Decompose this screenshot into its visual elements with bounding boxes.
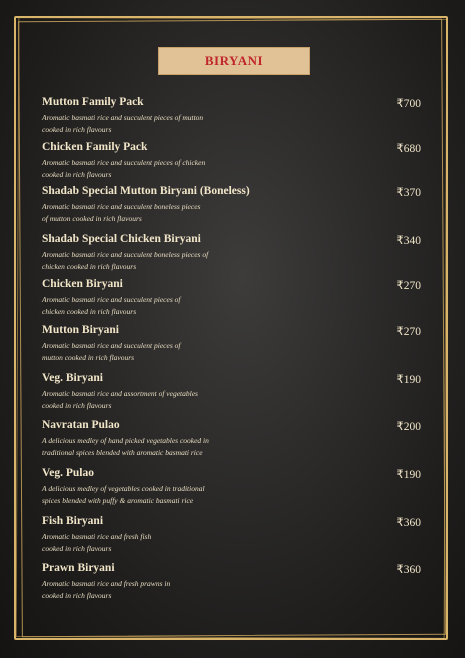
item-price: ₹270 bbox=[396, 326, 421, 338]
item-name: Prawn Biryani bbox=[42, 562, 115, 574]
item-description bbox=[42, 157, 282, 181]
item-desc-line: Aromatic basmati rice and succulent boneless pieces bbox=[42, 202, 201, 211]
item-price: ₹370 bbox=[396, 187, 421, 199]
item-name: Veg. Pulao bbox=[42, 467, 94, 479]
item-name: Shadab Special Chicken Biryani bbox=[42, 233, 201, 245]
item-description bbox=[42, 388, 282, 412]
item-desc-line: Aromatic basmati rice and succulent pieces of bbox=[42, 341, 181, 350]
item-description bbox=[42, 483, 282, 507]
item-name: Mutton Biryani bbox=[42, 324, 119, 336]
item-description bbox=[42, 112, 282, 136]
item-desc-line: spices blended with puffy & aromatic basmati rice bbox=[42, 496, 194, 505]
item-price: ₹200 bbox=[396, 421, 421, 433]
item-desc-line: traditional spices blended with aromatic basmati rice bbox=[42, 448, 203, 457]
item-description bbox=[42, 340, 282, 364]
item-price: ₹190 bbox=[396, 374, 421, 386]
item-description bbox=[42, 435, 282, 459]
item-desc-line: of mutton cooked in rich flavours bbox=[42, 214, 142, 223]
item-price: ₹700 bbox=[396, 98, 421, 110]
item-desc-line: Aromatic basmati rice and assortment of vegetables bbox=[42, 389, 198, 398]
item-description bbox=[42, 531, 282, 555]
item-desc-line: cooked in rich flavours bbox=[42, 544, 112, 553]
item-desc-line: cooked in rich flavours bbox=[42, 170, 112, 179]
section-title-badge bbox=[158, 47, 310, 75]
item-name: Navratan Pulao bbox=[42, 419, 120, 431]
item-name: Chicken Family Pack bbox=[42, 141, 148, 153]
item-desc-line: Aromatic basmati rice and fresh prawns in bbox=[42, 579, 171, 588]
item-desc-line: Aromatic basmati rice and succulent boneless pieces of bbox=[42, 250, 209, 259]
item-description bbox=[42, 578, 282, 602]
item-desc-line: A delicious medley of hand picked vegetables cooked in bbox=[42, 436, 209, 445]
item-desc-line: A delicious medley of vegetables cooked in traditional bbox=[42, 484, 205, 493]
item-price: ₹270 bbox=[396, 280, 421, 292]
section-title: BIRYANI bbox=[204, 53, 264, 68]
item-name: Shadab Special Mutton Biryani (Boneless) bbox=[42, 185, 250, 197]
item-desc-line: Aromatic basmati rice and succulent pieces of chicken bbox=[42, 158, 206, 167]
item-desc-line: chicken cooked in rich flavours bbox=[42, 307, 137, 316]
item-description bbox=[42, 294, 282, 318]
item-desc-line: cooked in rich flavours bbox=[42, 591, 112, 600]
item-price: ₹340 bbox=[396, 235, 421, 247]
item-name: Mutton Family Pack bbox=[42, 96, 144, 108]
item-price: ₹680 bbox=[396, 143, 421, 155]
item-desc-line: Aromatic basmati rice and fresh fish bbox=[42, 532, 152, 541]
item-desc-line: chicken cooked in rich flavours bbox=[42, 262, 137, 271]
item-desc-line: cooked in rich flavours bbox=[42, 125, 112, 134]
item-description bbox=[42, 249, 282, 273]
item-name: Chicken Biryani bbox=[42, 278, 123, 290]
item-name: Veg. Biryani bbox=[42, 372, 103, 384]
item-price: ₹190 bbox=[396, 469, 421, 481]
item-desc-line: cooked in rich flavours bbox=[42, 401, 112, 410]
item-price: ₹360 bbox=[396, 517, 421, 529]
item-price: ₹360 bbox=[396, 564, 421, 576]
item-description bbox=[42, 201, 282, 225]
item-name: Fish Biryani bbox=[42, 515, 104, 527]
item-desc-line: mutton cooked in rich flavours bbox=[42, 353, 135, 362]
item-desc-line: Aromatic basmati rice and succulent pieces of bbox=[42, 295, 181, 304]
item-desc-line: Aromatic basmati rice and succulent pieces of mutton bbox=[42, 113, 204, 122]
